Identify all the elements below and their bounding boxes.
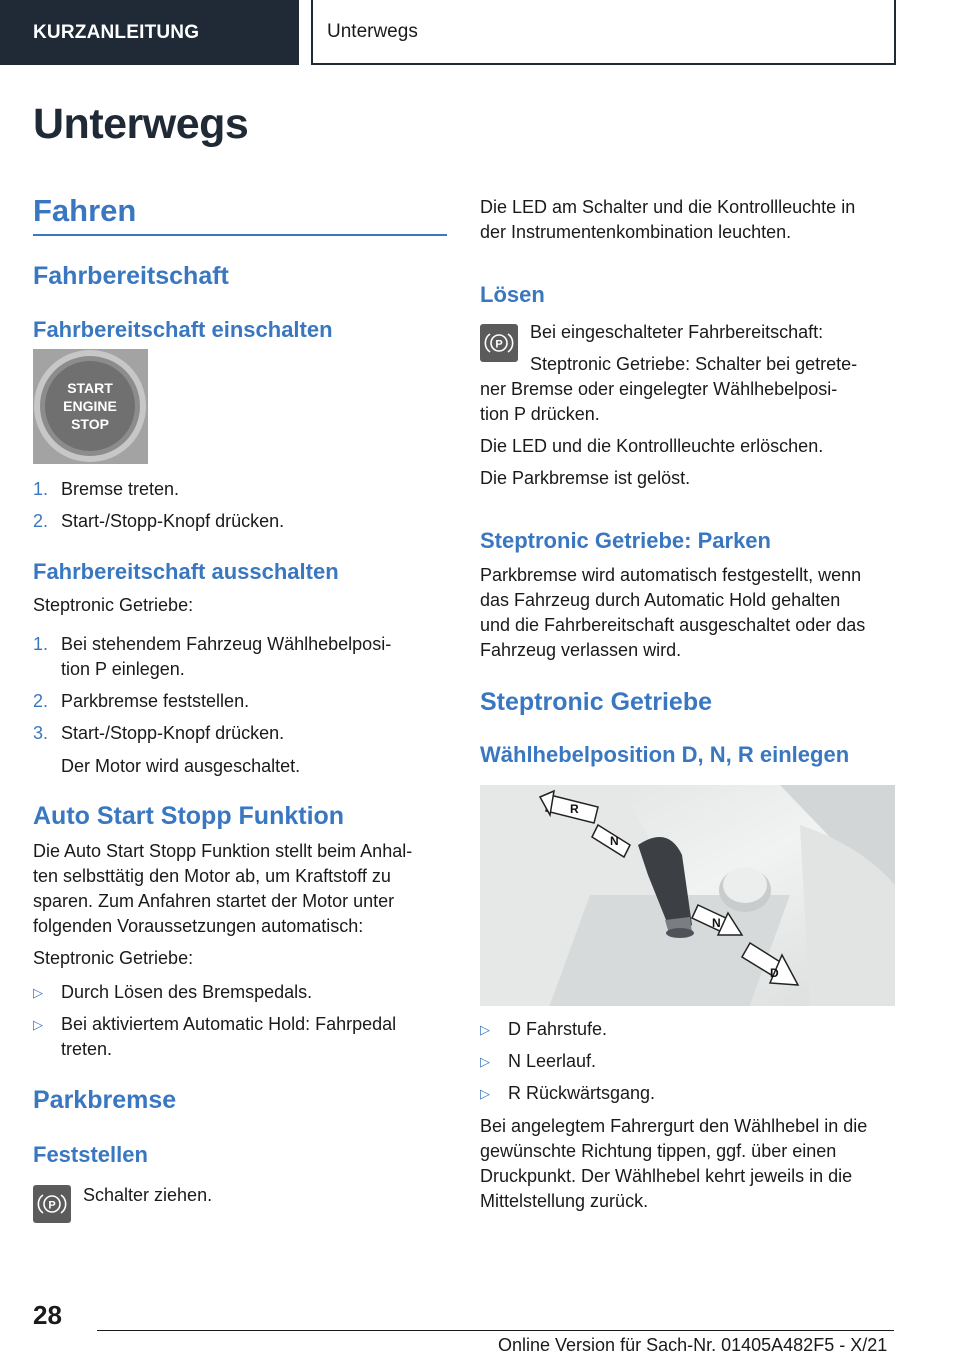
bullet-text: Durch Lösen des Bremspedals.: [61, 982, 313, 1002]
step-text: Start-/Stopp-Knopf drücken.: [61, 723, 285, 743]
step-text: Start-/Stopp-Knopf drücken.: [61, 511, 285, 531]
loesen-line: Die Parkbremse ist gelöst.: [480, 468, 691, 488]
bullet-text-continued: treten.: [61, 1039, 113, 1059]
heading-parkbremse: Parkbremse: [33, 1086, 177, 1114]
heading-steptronic-parken: Steptronic Getriebe: Parken: [480, 528, 771, 553]
svg-text:P: P: [48, 1199, 56, 1212]
header-chapter-tab: [311, 0, 896, 65]
bullet-triangle-icon: ▷: [480, 1022, 490, 1037]
paragraph-line: Mittelstellung zurück.: [480, 1191, 649, 1211]
page-number: 28: [33, 1300, 62, 1330]
bullet-triangle-icon: ▷: [33, 1017, 43, 1032]
bullet-text: R Rückwärtsgang.: [508, 1083, 656, 1103]
paragraph-line: sparen. Zum Anfahren startet der Motor unter: [33, 891, 395, 911]
heading-steptronic-getriebe: Steptronic Getriebe: [480, 688, 712, 716]
footer-rule: [97, 1330, 894, 1331]
heading-loesen: Lösen: [480, 282, 545, 307]
parking-brake-symbol: [484, 331, 514, 355]
paragraph-line: folgenden Voraussetzungen automatisch:: [33, 916, 364, 936]
list-item: [33, 980, 447, 1005]
heading-waehlhebelposition: Wählhebelposition D, N, R einlegen: [480, 742, 850, 767]
feststellen-text: Schalter ziehen.: [83, 1185, 213, 1205]
paragraph-line: Die LED am Schalter und die Kontrollleuchte in: [480, 197, 856, 217]
gear-label-d: D: [770, 966, 779, 980]
start-label: START: [67, 380, 113, 396]
bullet-text: N Leerlauf.: [508, 1051, 597, 1071]
list-item: [33, 632, 447, 682]
paragraph-line: und die Fahrbereitschaft ausgeschaltet oder das: [480, 615, 866, 635]
paragraph-line: Bei angelegtem Fahrergurt den Wählhebel in die: [480, 1116, 868, 1136]
gear-label-r: R: [570, 802, 579, 816]
parking-brake-symbol: [37, 1192, 67, 1216]
svg-text:P: P: [495, 338, 503, 351]
list-item: [33, 689, 447, 714]
gear-label-n-lower: N: [712, 916, 721, 930]
step-text: Bei stehendem Fahrzeug Wählhebelposi-: [61, 634, 392, 654]
heading-fahren: Fahren: [33, 193, 137, 228]
heading-feststellen: Feststellen: [33, 1142, 148, 1167]
bullet-triangle-icon: ▷: [480, 1086, 490, 1101]
heading-auto-start-stopp: Auto Start Stopp Funktion: [33, 802, 345, 830]
start-stop-button-graphic: [33, 349, 148, 464]
heading-fahrbereitschaft: Fahrbereitschaft: [33, 262, 229, 290]
bullet-triangle-icon: ▷: [33, 985, 43, 1000]
list-item: [480, 1049, 894, 1074]
header-section-label: KURZANLEITUNG: [33, 21, 200, 43]
paragraph-line: das Fahrzeug durch Automatic Hold gehalten: [480, 590, 841, 610]
bullet-text: D Fahrstufe.: [508, 1019, 608, 1039]
final-paragraph: [480, 1114, 894, 1214]
parking-brake-icon: [480, 324, 518, 362]
step-text: Parkbremse feststellen.: [61, 691, 250, 711]
ausschalten-note: Der Motor wird ausgeschaltet.: [61, 756, 301, 776]
bullet-triangle-icon: ▷: [480, 1054, 490, 1069]
page-title: Unterwegs: [33, 100, 249, 148]
list-item: [33, 721, 447, 746]
parken-paragraph: [480, 563, 894, 663]
gear-selector-image: [480, 785, 895, 1006]
heading-ausschalten: Fahrbereitschaft ausschalten: [33, 559, 339, 584]
paragraph-line: Parkbremse wird automatisch festgestellt, wenn: [480, 565, 862, 585]
paragraph-line: Fahrzeug verlassen wird.: [480, 640, 682, 660]
footer-version-text: Online Version für Sach-Nr. 01405A482F5 - X/21: [498, 1335, 888, 1355]
step-number: 1.: [33, 634, 49, 654]
paragraph-line: ten selbsttätig den Motor ab, um Kraftstoff zu: [33, 866, 391, 886]
list-item: [480, 1017, 894, 1042]
engine-label: ENGINE: [63, 398, 117, 414]
loesen-line: Die LED und die Kontrollleuchte erlöschen.: [480, 436, 824, 456]
paragraph-line: Druckpunkt. Der Wählhebel kehrt jeweils in die: [480, 1166, 853, 1186]
gear-label-n-upper: N: [610, 834, 619, 848]
bullet-text: Bei aktiviertem Automatic Hold: Fahrpedal: [61, 1014, 397, 1034]
auto-start-intro: Steptronic Getriebe:: [33, 948, 194, 968]
header-section-tab: [0, 0, 299, 65]
stop-label: STOP: [71, 416, 109, 432]
paragraph-line: der Instrumentenkombination leuchten.: [480, 222, 792, 242]
loesen-line: Steptronic Getriebe: Schalter bei getrete-: [530, 354, 858, 374]
paragraph-line: gewünschte Richtung tippen, ggf. über einen: [480, 1141, 837, 1161]
step-number: 3.: [33, 723, 49, 743]
step-number: 1.: [33, 479, 49, 499]
list-item: [33, 1012, 447, 1062]
loesen-line: ner Bremse oder eingelegter Wählhebelposi-: [480, 379, 838, 399]
step-text-continued: tion P einlegen.: [61, 659, 185, 679]
step-text: Bremse treten.: [61, 479, 180, 499]
parking-brake-icon: [33, 1185, 71, 1223]
step-number: 2.: [33, 691, 49, 711]
list-item: [480, 1081, 894, 1106]
list-item: [33, 477, 447, 502]
step-number: 2.: [33, 511, 49, 531]
ausschalten-intro: Steptronic Getriebe:: [33, 595, 194, 615]
loesen-line: tion P drücken.: [480, 404, 600, 424]
led-paragraph: [480, 195, 894, 245]
auto-start-paragraph: [33, 839, 447, 939]
header-chapter-label: Unterwegs: [327, 20, 418, 42]
gear-selector-graphic: [480, 785, 895, 1006]
paragraph-line: Die Auto Start Stopp Funktion stellt beim Anhal-: [33, 841, 413, 861]
loesen-line: Bei eingeschalteter Fahrbereitschaft:: [530, 322, 824, 342]
start-stop-button-image: [33, 349, 148, 464]
heading-einschalten: Fahrbereitschaft einschalten: [33, 317, 333, 342]
heading-rule: [33, 234, 447, 236]
list-item: [33, 509, 447, 534]
